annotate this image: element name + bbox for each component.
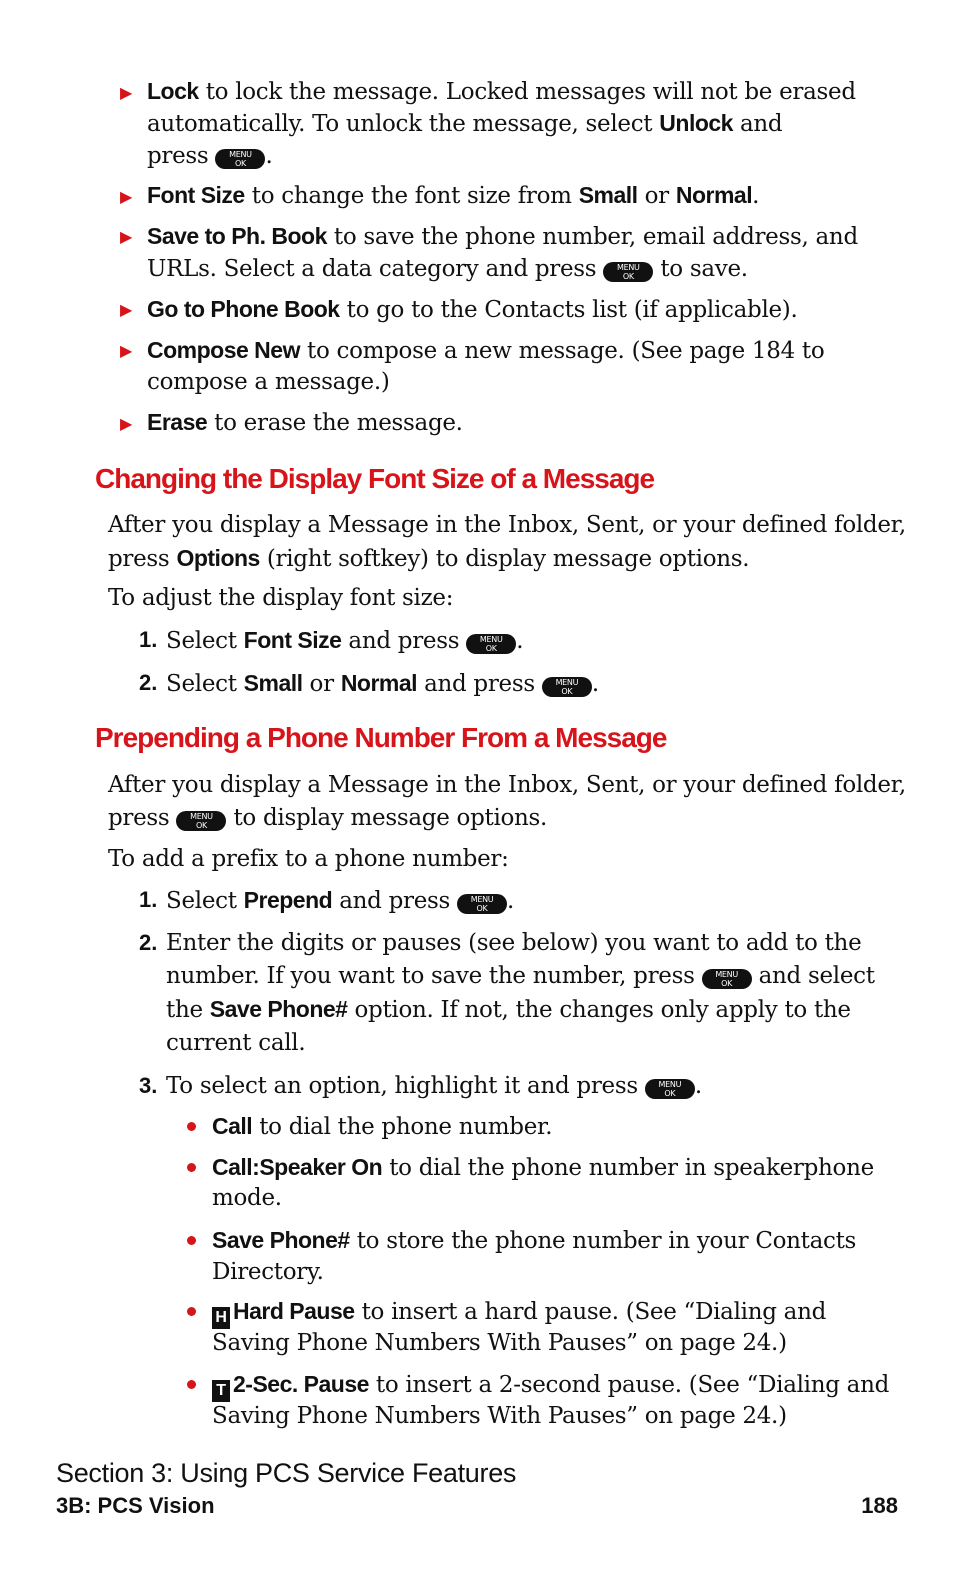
footer-section-title: Section 3: Using PCS Service Features xyxy=(56,1458,517,1488)
menu-ok-key-icon: MENU OK xyxy=(176,811,226,831)
timed-pause-icon: T xyxy=(212,1380,230,1402)
dot-bullet-icon xyxy=(187,1236,196,1245)
bullet-compose-line1: Compose New to compose a new message. (See page 184 to xyxy=(147,337,825,364)
step-number: 3. xyxy=(139,1073,158,1098)
footer-subsection: 3B: PCS Vision xyxy=(56,1493,215,1518)
paragraph-line: press MENU OK to display message options. xyxy=(108,805,548,831)
bullet-lock-line3: press MENU OK . xyxy=(147,143,273,169)
dot-bullet-icon xyxy=(187,1163,196,1172)
menu-ok-key-icon: MENU OK xyxy=(702,969,752,989)
paragraph-line: To adjust the display font size: xyxy=(108,585,454,611)
step-text: current call. xyxy=(166,1030,306,1056)
menu-ok-key-icon: MENU OK xyxy=(457,894,507,914)
step-number: 1. xyxy=(139,887,158,912)
menu-ok-key-icon: MENU OK xyxy=(645,1079,695,1099)
menu-ok-key-icon: MENU OK xyxy=(466,634,516,654)
step-text: Enter the digits or pauses (see below) you want to add to the xyxy=(166,930,862,956)
triangle-bullet-icon: ▶ xyxy=(120,414,133,433)
option-save-phone-line1: Save Phone# to store the phone number in your Contacts xyxy=(212,1227,857,1254)
menu-ok-key-icon: MENU OK xyxy=(215,149,265,169)
option-save-phone-line2: Directory. xyxy=(212,1259,324,1285)
section-heading: Changing the Display Font Size of a Message xyxy=(95,463,655,494)
option-sec-pause-line1: T 2-Sec. Pause to insert a 2-second pause. (See “Dialing and xyxy=(212,1369,889,1402)
step-number: 2. xyxy=(139,670,158,695)
step-text: Select Small or Normal and press MENU OK . xyxy=(166,670,599,697)
triangle-bullet-icon: ▶ xyxy=(120,341,133,360)
dot-bullet-icon xyxy=(187,1122,196,1131)
triangle-bullet-icon: ▶ xyxy=(120,300,133,319)
option-sec-pause-line2: Saving Phone Numbers With Pauses” on page 24.) xyxy=(212,1403,787,1429)
paragraph-line: After you display a Message in the Inbox, Sent, or your defined folder, xyxy=(108,512,906,538)
triangle-bullet-icon: ▶ xyxy=(120,187,133,206)
paragraph-line: After you display a Message in the Inbox, Sent, or your defined folder, xyxy=(108,772,906,798)
section-heading: Prepending a Phone Number From a Message xyxy=(95,722,667,753)
step-text: the Save Phone# option. If not, the changes only apply to the xyxy=(166,996,851,1023)
bullet-go-book: Go to Phone Book to go to the Contacts list (if applicable). xyxy=(147,296,798,323)
bullet-lock-line1: Lock to lock the message. Locked messages will not be erased xyxy=(147,78,856,105)
bullet-compose-line2: compose a message.) xyxy=(147,369,390,395)
step-number: 2. xyxy=(139,930,158,955)
dot-bullet-icon xyxy=(187,1380,196,1389)
bullet-lock-line2: automatically. To unlock the message, select Unlock and xyxy=(147,110,783,137)
dot-bullet-icon xyxy=(187,1307,196,1316)
option-speaker-line2: mode. xyxy=(212,1185,282,1211)
hard-pause-icon: H xyxy=(212,1307,230,1329)
option-speaker-line1: Call:Speaker On to dial the phone number in speakerphone xyxy=(212,1154,874,1181)
page-number: 188 xyxy=(861,1493,898,1518)
triangle-bullet-icon: ▶ xyxy=(120,83,133,102)
step-text: Select Prepend and press MENU OK . xyxy=(166,887,515,914)
step-text: To select an option, highlight it and press MENU OK . xyxy=(166,1073,702,1099)
step-text: number. If you want to save the number, press MENU OK and select xyxy=(166,963,875,989)
paragraph-line: To add a prefix to a phone number: xyxy=(108,846,509,872)
paragraph-line: press Options (right softkey) to display message options. xyxy=(108,545,750,572)
bullet-save-book-line1: Save to Ph. Book to save the phone number, email address, and xyxy=(147,223,858,250)
step-text: Select Font Size and press MENU OK . xyxy=(166,627,524,654)
bullet-save-book-line2: URLs. Select a data category and press MENU OK to save. xyxy=(147,256,748,282)
menu-ok-key-icon: MENU OK xyxy=(603,262,653,282)
bullet-erase: Erase to erase the message. xyxy=(147,409,463,436)
option-hard-pause-line1: H Hard Pause to insert a hard pause. (See “Dialing and xyxy=(212,1296,826,1329)
option-hard-pause-line2: Saving Phone Numbers With Pauses” on page 24.) xyxy=(212,1330,787,1356)
menu-ok-key-icon: MENU OK xyxy=(542,677,592,697)
bullet-font-size: Font Size to change the font size from Small or Normal. xyxy=(147,182,760,209)
triangle-bullet-icon: ▶ xyxy=(120,227,133,246)
option-call: Call to dial the phone number. xyxy=(212,1113,553,1140)
step-number: 1. xyxy=(139,627,158,652)
